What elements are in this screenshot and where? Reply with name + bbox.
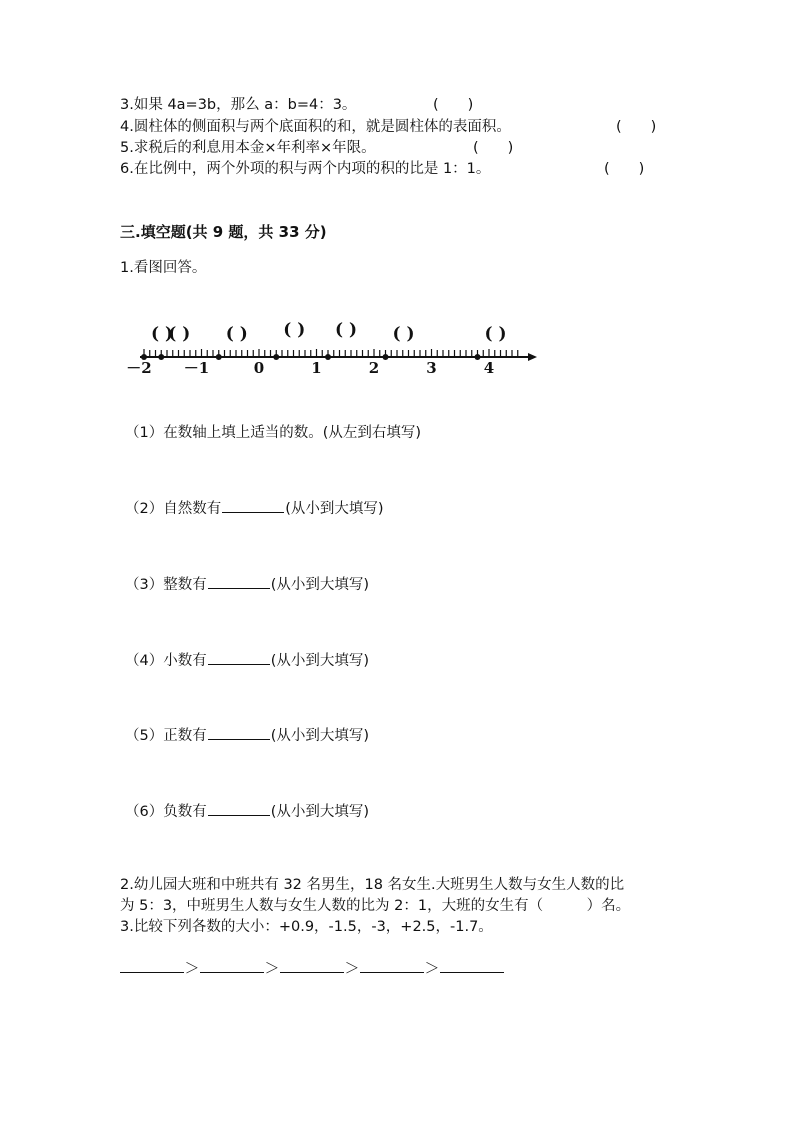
number-line-label: －1 (183, 359, 210, 377)
greater-than-sign: ＞ (344, 959, 360, 977)
number-line-answer-paren[interactable]: ( ) (225, 324, 248, 344)
compare-blank-4[interactable] (360, 956, 424, 973)
judgement-paren-6[interactable]: ( ) (604, 161, 645, 177)
compare-blank-3[interactable] (280, 956, 344, 973)
number-line-point (273, 354, 279, 360)
judgement-paren-4[interactable]: ( ) (616, 119, 657, 135)
number-line-answer-paren[interactable]: ( ) (392, 324, 415, 344)
number-line-label: 0 (253, 359, 265, 377)
number-line-label: 2 (368, 359, 380, 377)
judgement-paren-5[interactable]: ( ) (473, 140, 514, 156)
answer-blank-6[interactable] (208, 801, 270, 816)
greater-than-sign: ＞ (264, 959, 280, 977)
number-line-point (383, 354, 389, 360)
question-3-text: 3.比较下列各数的大小：+0.9，-1.5，-3，+2.5，-1.7。 (120, 919, 493, 935)
answer-blank-4[interactable] (208, 650, 270, 665)
subquestion-4: （4）小数有 (从小到大填写) (125, 649, 369, 670)
number-line (0, 315, 560, 385)
number-line-answer-paren[interactable]: ( ) (150, 324, 174, 344)
number-line-answer-paren[interactable]: ( ) (334, 320, 358, 340)
number-line-answer-paren[interactable]: ( ) (168, 324, 191, 344)
compare-blank-1[interactable] (120, 956, 184, 973)
question-2-line-2: 为 5：3，中班男生人数与女生人数的比为 2：1，大班的女生有（ ）名。 (120, 898, 631, 914)
compare-blank-2[interactable] (200, 956, 264, 973)
judgement-paren-3[interactable]: ( ) (433, 97, 474, 113)
answer-blank-2[interactable] (222, 498, 284, 513)
number-line-answer-paren[interactable]: ( ) (484, 324, 507, 344)
subquestion-2: （2）自然数有 (从小到大填写) (125, 497, 384, 518)
subquestion-3: （3）整数有 (从小到大填写) (125, 573, 369, 594)
greater-than-sign: ＞ (184, 959, 200, 977)
comparison-row (120, 956, 504, 978)
number-line-label: 4 (483, 359, 495, 377)
judgement-item-4: 4.圆柱体的侧面积与两个底面积的和，就是圆柱体的表面积。 (120, 119, 511, 135)
subquestion-6: （6）负数有 (从小到大填写) (125, 800, 369, 821)
greater-than-sign: ＞ (424, 959, 440, 977)
number-line-label: －2 (126, 359, 152, 377)
answer-blank-3[interactable] (208, 574, 270, 589)
number-line-label: 3 (426, 359, 437, 377)
subquestion-5: （5）正数有 (从小到大填写) (125, 724, 369, 745)
judgement-item-3: 3.如果 4a=3b，那么 a：b=4：3。 (120, 97, 357, 113)
answer-blank-5[interactable] (208, 725, 270, 740)
judgement-item-5: 5.求税后的利息用本金×年利率×年限。 (120, 140, 376, 156)
compare-blank-5[interactable] (440, 956, 504, 973)
number-line-point (216, 354, 222, 360)
judgement-item-6: 6.在比例中，两个外项的积与两个内项的积的比是 1：1。 (120, 161, 491, 177)
question-2-line-1: 2.幼儿园大班和中班共有 32 名男生，18 名女生.大班男生人数与女生人数的比 (120, 877, 625, 893)
number-line-label: 1 (311, 359, 322, 377)
number-line-answer-paren[interactable]: ( ) (283, 320, 306, 340)
number-line-point (325, 354, 331, 360)
number-line-point (158, 354, 164, 360)
subquestion-1: （1）在数轴上填上适当的数。(从左到右填写) (125, 425, 422, 441)
number-line-point (475, 354, 481, 360)
question-1-title: 1.看图回答。 (120, 260, 207, 276)
section-title: 三.填空题(共 9 题，共 33 分) (120, 223, 327, 241)
arrow-head-icon (528, 353, 537, 361)
